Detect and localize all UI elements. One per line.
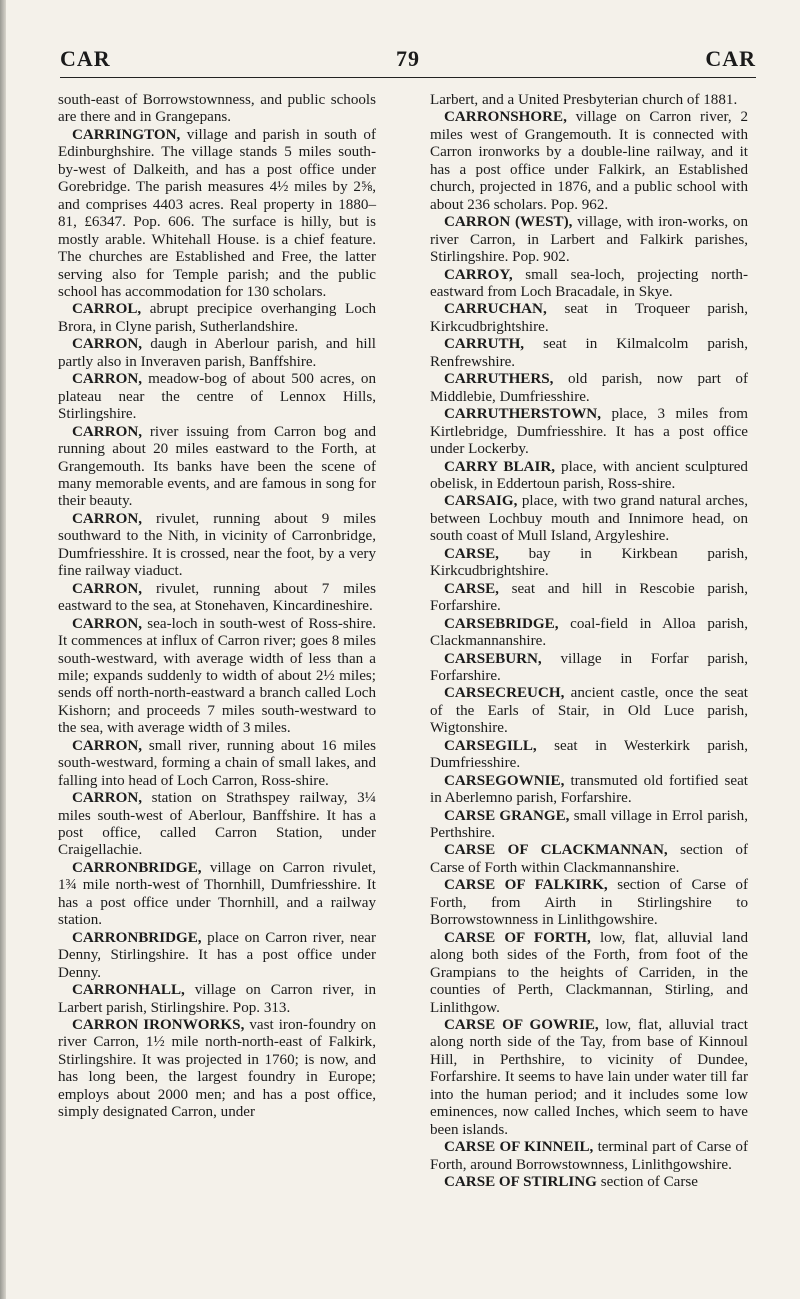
entry-text: station on Strathspey railway, 3¼ miles south-west of Aberlour, Banffshire. It has a post office, called Carron Station, under Craigellachie.	[58, 790, 376, 859]
continued-text	[58, 92, 376, 127]
entry-headword: CARRUTH,	[444, 336, 525, 353]
entry-headword: CARRON IRONWORKS,	[72, 1017, 245, 1034]
gazetteer-entry	[430, 459, 748, 494]
entry-text: rivulet, running about 9 miles southward to the Nith, in vicinity of Carronbridge, Dumfriesshire. It is crossed, near the foot, by a very fine railway viaduct.	[58, 510, 376, 580]
gazetteer-entry	[430, 1017, 748, 1139]
entry-text: place, with two grand natural arches, between Lochbuy mouth and Innimore head, on south coast of Mull Island, Argyleshire.	[430, 493, 748, 545]
entry-headword: CARRON,	[72, 615, 143, 632]
entry-headword: CARRY BLAIR,	[444, 458, 556, 475]
entry-headword: CARRONSHORE,	[444, 109, 567, 126]
entry-text: old parish, now part of Middlebie, Dumfriesshire.	[430, 371, 748, 405]
entry-headword: CARSEBURN,	[444, 650, 542, 667]
entry-headword: CARSECREUCH,	[444, 685, 565, 702]
gazetteer-entry	[430, 214, 748, 266]
gazetteer-entry	[58, 860, 376, 930]
gazetteer-entry	[430, 842, 748, 877]
entry-text: seat in Kilmalcolm parish, Renfrewshire.	[430, 336, 748, 370]
entry-headword: CARRUTHERS,	[444, 371, 554, 388]
gazetteer-entry	[430, 616, 748, 651]
entry-text: daugh in Aberlour parish, and hill partly also in Inveraven parish, Banffshire.	[58, 336, 376, 370]
header-left-word: CAR	[60, 46, 111, 71]
entry-headword: CARSEBRIDGE,	[444, 615, 559, 632]
running-header	[60, 40, 756, 80]
gazetteer-entry	[430, 493, 748, 545]
entry-text: terminal part of Carse of Forth, around Borrowstownness, Linlithgowshire.	[430, 1139, 749, 1173]
entry-headword: CARSE OF KINNEIL,	[444, 1139, 594, 1156]
gazetteer-entry	[430, 371, 748, 406]
entry-headword: CARRON,	[72, 790, 143, 807]
entry-text: village on Carron river, 2 miles west of Grangemouth. It is connected with Carron ironworks by a double-line railway, and it has a post office under Falkirk, an Established church, projected in 1876, and a public school with about 236 scholars. Pop. 962.	[430, 109, 748, 213]
entry-text: village in Forfar parish, Forfarshire.	[430, 650, 748, 684]
entry-text: place on Carron river, near Denny, Stirlingshire. It has a post office under Denny.	[58, 929, 376, 981]
entry-text: vast iron-foundry on river Carron, 1½ mile north-north-east of Falkirk, Stirlingshire. It was projected in 1760; is now, and has long been, the largest foundry in Europe; employs about 2000 men; and has a post office, simply designated Carron, under	[58, 1017, 376, 1121]
entry-text: transmuted old fortified seat in Aberlemno parish, Forfarshire.	[430, 772, 748, 807]
entry-text: seat in Westerkirk parish, Dumfriesshire.	[430, 737, 748, 772]
gazetteer-entry	[430, 651, 748, 686]
entry-text: rivulet, running about 7 miles eastward to the sea, at Stonehaven, Kincardineshire.	[58, 580, 376, 615]
entry-text: village on Carron rivulet, 1¾ mile north-west of Thornhill, Dumfriesshire. It has a post office under Thornhill, and a railway station.	[58, 859, 376, 929]
entry-text: bay in Kirkbean parish, Kirkcudbrightshire.	[430, 545, 748, 580]
book-spine-edge	[0, 0, 6, 1299]
entry-text: small river, running about 16 miles south-westward, forming a chain of small lakes, and falling into head of Loch Carron, Ross-shire.	[58, 737, 376, 789]
left-column	[58, 92, 376, 1122]
right-column	[430, 92, 748, 1192]
entry-text: low, flat, alluvial tract along north side of the Tay, from base of Kinnoul Hill, in Perthshire, to vicinity of Dundee, Forfarshire. It seems to have lain under water till far into the human period; and it includes some low eminences, now called Inches, which seem to have been islands.	[430, 1017, 748, 1138]
entry-headword: CARROY,	[444, 266, 513, 283]
gazetteer-entry	[430, 1174, 748, 1191]
entry-headword: CARSEGILL,	[444, 737, 537, 754]
entry-text: village and parish in south of Edinburghshire. The village stands 5 miles south-by-west of Dalkeith, and has a post office under Gorebridge. The parish measures 4½ miles by 2⅝, and comprises 4403 acres. Real property in 1880–81, £6347. Pop. 606. The surface is hilly, but is mostly arable. Whitehall House. is a chief feature. The churches are Established and Free, the latter serving also for Temple parish; and the public school has accommodation for 130 scholars.	[58, 126, 376, 300]
entry-text: small village in Errol parish, Perthshire.	[430, 807, 748, 842]
entry-text: river issuing from Carron bog and running about 20 miles eastward to the Forth, at Grangemouth. Its banks have been the scene of many memorable events, and are famous in song for their beauty.	[58, 423, 376, 510]
entry-headword: CARSEGOWNIE,	[444, 772, 565, 789]
entry-headword: CARSE OF STIRLING	[444, 1174, 597, 1191]
entry-text: ancient castle, once the seat of the Earls of Stair, in Old Luce parish, Wigtonshire.	[430, 685, 748, 737]
continued-text	[430, 92, 748, 109]
entry-headword: CARRON (WEST),	[444, 214, 573, 231]
entry-headword: CARSE,	[444, 580, 499, 597]
entry-text: seat in Troqueer parish, Kirkcudbrightshire.	[430, 301, 748, 335]
entry-headword: CARSE GRANGE,	[444, 807, 570, 824]
gazetteer-entry	[430, 546, 748, 581]
gazetteer-entry	[58, 336, 376, 371]
gazetteer-entry	[58, 930, 376, 982]
entry-headword: CARRONBRIDGE,	[72, 929, 202, 946]
gazetteer-entry	[58, 511, 376, 581]
gazetteer-entry	[430, 109, 748, 214]
entry-text: place, 3 miles from Kirtlebridge, Dumfriesshire. It has a post office under Lockerby.	[430, 406, 748, 458]
entry-headword: CARRINGTON,	[72, 126, 181, 143]
entry-text: place, with ancient sculptured obelisk, in Eddertoun parish, Ross-shire.	[430, 458, 748, 492]
entry-headword: CARRONHALL,	[72, 982, 185, 999]
gazetteer-entry	[58, 127, 376, 302]
gazetteer-entry	[430, 738, 748, 773]
entry-headword: CARROL,	[72, 301, 142, 318]
entry-headword: CARRON,	[72, 336, 143, 353]
entry-text: south-east of Borrowstownness, and public schools are there and in Grangepans.	[58, 92, 376, 126]
entry-headword: CARSE,	[444, 545, 499, 562]
entry-text: section of Carse of Forth, from Airth in Stirlingshire to Borrowstownness in Linlithgowshire.	[430, 877, 748, 929]
gazetteer-entry	[430, 808, 748, 843]
entry-text: Larbert, and a United Presbyterian church of 1881.	[430, 92, 738, 108]
entry-headword: CARRON,	[72, 423, 143, 440]
entry-text: coal-field in Alloa parish, Clackmannanshire.	[430, 615, 748, 650]
gazetteer-entry	[430, 1139, 748, 1174]
entry-text: village on Carron river, in Larbert parish, Stirlingshire. Pop. 313.	[58, 982, 376, 1016]
header-rule	[60, 77, 756, 78]
gazetteer-entry	[430, 685, 748, 737]
entry-headword: CARSE OF GOWRIE,	[444, 1017, 599, 1034]
entry-headword: CARSE OF CLACKMANNAN,	[444, 842, 668, 859]
header-right-word: CAR	[705, 46, 756, 71]
entry-headword: CARRON,	[72, 580, 143, 597]
gazetteer-entry	[58, 1017, 376, 1122]
entry-text: meadow-bog of about 500 acres, on plateau near the centre of Lennox Hills, Stirlingshire.	[58, 371, 376, 423]
entry-headword: CARRON,	[72, 510, 143, 527]
gazetteer-entry	[430, 267, 748, 302]
gazetteer-entry	[58, 424, 376, 511]
entry-text: sea-loch in south-west of Ross-shire. It commences at influx of Carron river; goes 8 miles south-westward, with average width of less than a mile; expands suddenly to width of about 2½ miles; sends off north-north-eastward a branch called Loch Kishorn; and proceeds 7 miles south-westward to the sea, with average width of 3 miles.	[58, 615, 376, 737]
gazetteer-entry	[58, 371, 376, 423]
gazetteer-entry	[430, 773, 748, 808]
gazetteer-entry	[430, 301, 748, 336]
gazetteer-entry	[430, 877, 748, 929]
entry-text: small sea-loch, projecting north-eastward from Loch Bracadale, in Skye.	[430, 266, 748, 300]
entry-headword: CARSE OF FALKIRK,	[444, 877, 608, 894]
entry-headword: CARRUCHAN,	[444, 301, 547, 318]
page-number: 79	[396, 46, 420, 71]
entry-headword: CARRON,	[72, 737, 143, 754]
gazetteer-entry	[430, 581, 748, 616]
entry-text: low, flat, alluvial land along both sides of the Forth, from foot of the Grampians to the heights of Carriden, in the counties of Perth, Clackmannan, Stirling, and Linlithgow.	[430, 929, 748, 1016]
gazetteer-entry	[430, 406, 748, 458]
entry-headword: CARSE OF FORTH,	[444, 929, 591, 946]
gazetteer-entry	[58, 982, 376, 1017]
gazetteer-entry	[430, 930, 748, 1017]
entry-text: section of Carse of Forth within Clackmannanshire.	[430, 842, 749, 876]
gazetteer-entry	[58, 616, 376, 738]
entry-text: abrupt precipice overhanging Loch Brora, in Clyne parish, Sutherlandshire.	[58, 301, 376, 335]
entry-text: section of Carse	[596, 1174, 698, 1191]
gazetteer-entry	[58, 790, 376, 860]
entry-headword: CARRONBRIDGE,	[72, 859, 202, 876]
entry-text: village, with iron-works, on river Carron, in Larbert and Falkirk parishes, Stirlingshire. Pop. 902.	[430, 214, 748, 266]
entry-headword: CARRON,	[72, 371, 143, 388]
entry-headword: CARSAIG,	[444, 493, 518, 510]
entry-headword: CARRUTHERSTOWN,	[444, 406, 601, 423]
entry-text: seat and hill in Rescobie parish, Forfarshire.	[430, 580, 748, 615]
gazetteer-entry	[430, 336, 748, 371]
gazetteer-entry	[58, 301, 376, 336]
gazetteer-entry	[58, 738, 376, 790]
gazetteer-entry	[58, 581, 376, 616]
